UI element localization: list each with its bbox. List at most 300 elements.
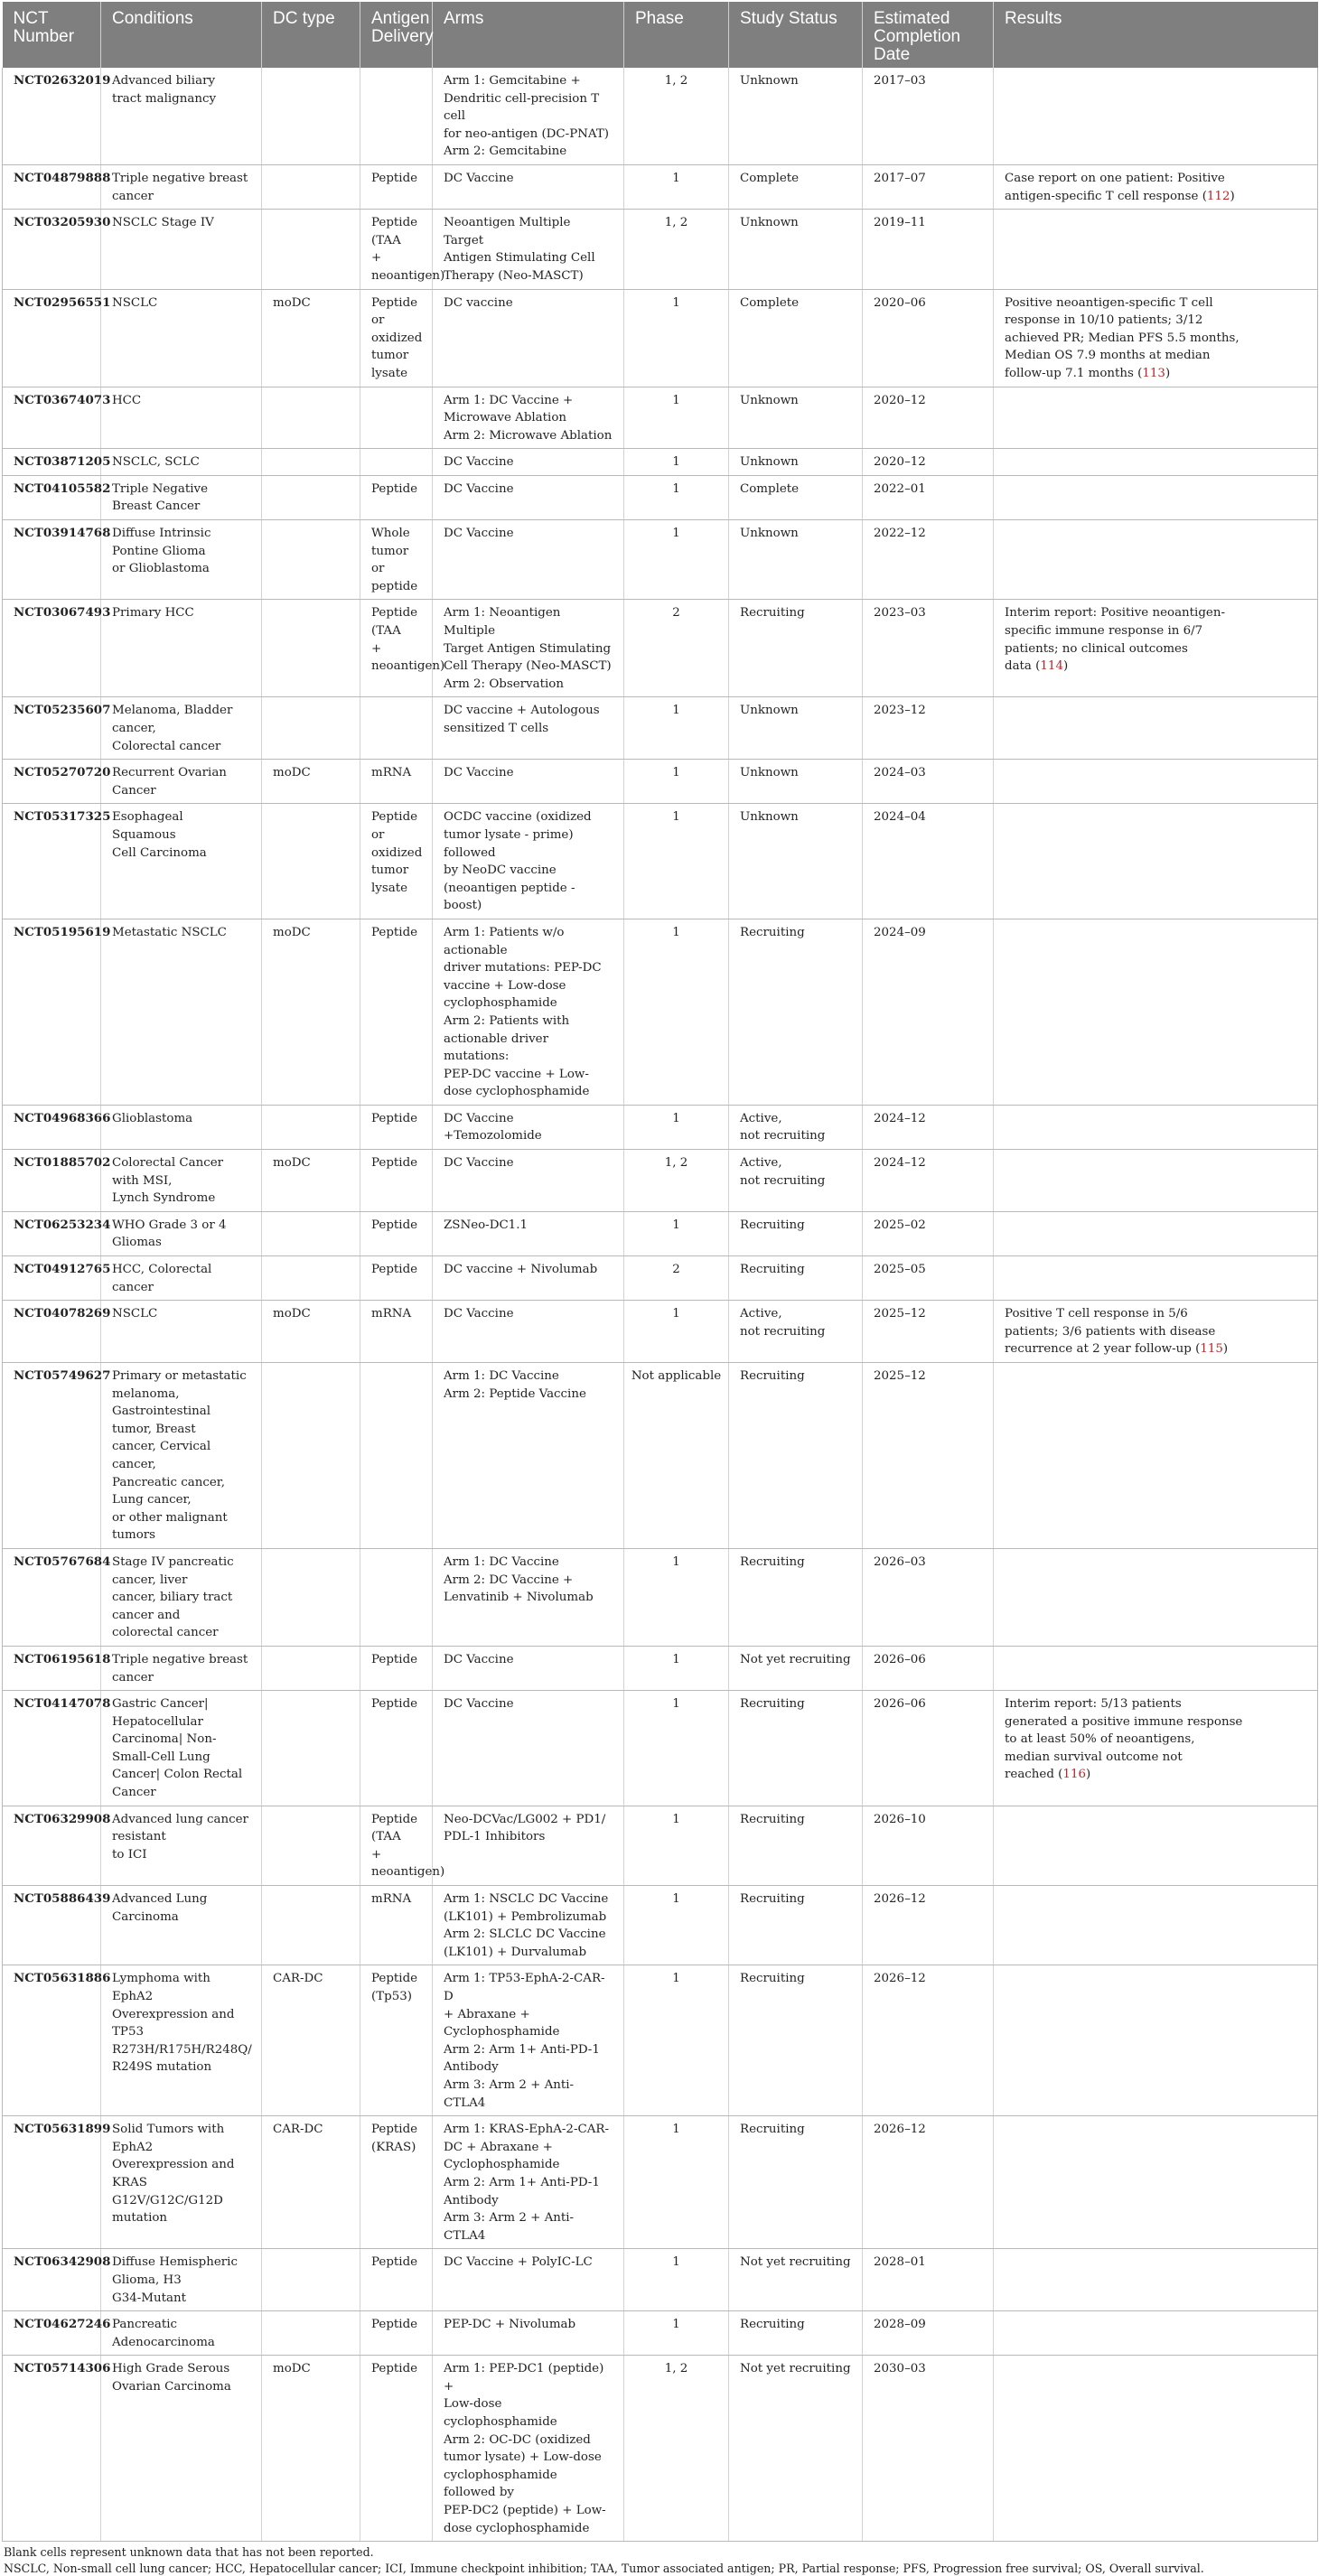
reference-link[interactable]: 112 [1206, 189, 1230, 203]
cell-conditions: WHO Grade 3 or 4 Gliomas [101, 1211, 262, 1255]
cell-nct-number: NCT06195618 [3, 1646, 101, 1690]
cell-study-status: Unknown [729, 449, 863, 476]
cell-arms: Arm 1: TP53-EphA-2-CAR-D + Abraxane + Cyclophosphamide Arm 2: Arm 1+ Anti-PD-1 Antibody Arm 3: Arm 2 + Anti-CTLA4 [433, 1965, 624, 2116]
cell-phase: 1 [624, 919, 729, 1105]
reference-link[interactable]: 115 [1200, 1342, 1223, 1357]
cell-completion-date: 2024–03 [863, 760, 994, 804]
cell-study-status: Recruiting [729, 1211, 863, 1255]
cell-phase: 1 [624, 449, 729, 476]
cell-study-status: Unknown [729, 697, 863, 760]
cell-study-status: Recruiting [729, 919, 863, 1105]
cell-arms: Arm 1: DC Vaccine Arm 2: Peptide Vaccine [433, 1363, 624, 1549]
cell-conditions: Stage IV pancreatic cancer, liver cancer, biliary tract cancer and colorectal cancer [101, 1548, 262, 1646]
cell-conditions: Lymphoma with EphA2 Overexpression and TP53 R273H/R175H/R248Q/ R249S mutation [101, 1965, 262, 2116]
cell-conditions: HCC [101, 387, 262, 449]
cell-phase: 1, 2 [624, 210, 729, 289]
header-results: Results [994, 2, 1318, 68]
cell-results [994, 2311, 1318, 2356]
cell-dc-type [262, 2311, 360, 2356]
reference-link[interactable]: 114 [1040, 659, 1063, 674]
cell-results [994, 760, 1318, 804]
cell-conditions: Triple negative breast cancer [101, 164, 262, 209]
cell-antigen-delivery [360, 1363, 433, 1549]
cell-results: Positive T cell response in 5/6 patients; 3/6 patients with disease recurrence at 2 year follow-up (115) [994, 1301, 1318, 1363]
cell-antigen-delivery: Peptide [360, 1150, 433, 1212]
cell-nct-number: NCT05631899 [3, 2116, 101, 2249]
cell-arms: Arm 1: Patients w/o actionable driver mutations: PEP-DC vaccine + Low-dose cyclophosphamide Arm 2: Patients with actionable driver mutations: PEP-DC vaccine + Low- dose cyclophosphamide [433, 919, 624, 1105]
cell-results [994, 210, 1318, 289]
cell-phase: 1 [624, 289, 729, 387]
cell-antigen-delivery: Peptide [360, 1256, 433, 1301]
cell-study-status: Complete [729, 475, 863, 519]
cell-phase: 2 [624, 600, 729, 697]
results-text: Positive neoantigen-specific T cell response in 10/10 patients; 3/12 achieved PR; Median PFS 5.5 months, Median OS 7.9 months at median follow-up 7.1 months ( [1005, 295, 1239, 380]
cell-arms: DC Vaccine [433, 760, 624, 804]
cell-antigen-delivery: Peptide [360, 164, 433, 209]
cell-study-status: Complete [729, 289, 863, 387]
cell-antigen-delivery: Peptide [360, 919, 433, 1105]
cell-antigen-delivery: Peptide or oxidized tumor lysate [360, 804, 433, 919]
cell-completion-date: 2026–06 [863, 1646, 994, 1690]
header-nct-number: NCT Number [3, 2, 101, 68]
cell-study-status: Recruiting [729, 1806, 863, 1885]
cell-dc-type: CAR-DC [262, 1965, 360, 2116]
cell-completion-date: 2025–02 [863, 1211, 994, 1255]
cell-study-status: Unknown [729, 68, 863, 164]
table-row [3, 760, 1318, 804]
header-study-status: Study Status [729, 2, 863, 68]
cell-nct-number: NCT05235607 [3, 697, 101, 760]
cell-results [994, 387, 1318, 449]
cell-dc-type [262, 520, 360, 600]
table-row [3, 387, 1318, 449]
cell-study-status: Complete [729, 164, 863, 209]
cell-antigen-delivery [360, 1548, 433, 1646]
cell-dc-type [262, 1548, 360, 1646]
cell-nct-number: NCT05270720 [3, 760, 101, 804]
cell-phase: 1 [624, 1105, 729, 1149]
cell-nct-number: NCT02632019 [3, 68, 101, 164]
cell-study-status: Recruiting [729, 1965, 863, 2116]
cell-conditions: Diffuse Hemispheric Glioma, H3 G34-Mutant [101, 2249, 262, 2311]
table-row [3, 289, 1318, 387]
cell-phase: 1 [624, 475, 729, 519]
cell-completion-date: 2026–12 [863, 1965, 994, 2116]
cell-phase: 1 [624, 1646, 729, 1690]
cell-study-status: Not yet recruiting [729, 2249, 863, 2311]
cell-antigen-delivery [360, 387, 433, 449]
cell-arms: DC vaccine + Nivolumab [433, 1256, 624, 1301]
cell-dc-type: moDC [262, 1301, 360, 1363]
cell-nct-number: NCT03871205 [3, 449, 101, 476]
table-footnotes [2, 2544, 1317, 2576]
cell-results [994, 1548, 1318, 1646]
cell-phase: 1 [624, 1886, 729, 1965]
cell-conditions: Primary or metastatic melanoma, Gastrointestinal tumor, Breast cancer, Cervical cancer, Pancreatic cancer, Lung cancer, or other malignant tumors [101, 1363, 262, 1549]
cell-nct-number: NCT04105582 [3, 475, 101, 519]
cell-study-status: Unknown [729, 520, 863, 600]
table-row [3, 1886, 1318, 1965]
cell-conditions: Primary HCC [101, 600, 262, 697]
cell-completion-date: 2023–12 [863, 697, 994, 760]
table-row [3, 164, 1318, 209]
cell-completion-date: 2028–01 [863, 2249, 994, 2311]
cell-antigen-delivery: Peptide [360, 2249, 433, 2311]
cell-nct-number: NCT05714306 [3, 2356, 101, 2542]
cell-study-status: Recruiting [729, 1886, 863, 1965]
cell-results: Interim report: Positive neoantigen- specific immune response in 6/7 patients; no clinical outcomes data (114) [994, 600, 1318, 697]
cell-dc-type [262, 1691, 360, 1806]
cell-results: Case report on one patient: Positive antigen-specific T cell response (112) [994, 164, 1318, 209]
cell-results [994, 1105, 1318, 1149]
cell-nct-number: NCT02956551 [3, 289, 101, 387]
cell-phase: 1 [624, 1691, 729, 1806]
cell-conditions: Esophageal Squamous Cell Carcinoma [101, 804, 262, 919]
cell-nct-number: NCT05317325 [3, 804, 101, 919]
cell-study-status: Recruiting [729, 1548, 863, 1646]
table-row [3, 1363, 1318, 1549]
results-text: Positive T cell response in 5/6 patients; 3/6 patients with disease recurrence at 2 year follow-up ( [1005, 1307, 1216, 1357]
cell-antigen-delivery: Peptide [360, 1691, 433, 1806]
cell-phase: 1, 2 [624, 2356, 729, 2542]
cell-phase: 1 [624, 760, 729, 804]
cell-conditions: Melanoma, Bladder cancer, Colorectal cancer [101, 697, 262, 760]
cell-conditions: Glioblastoma [101, 1105, 262, 1149]
cell-antigen-delivery: Peptide (KRAS) [360, 2116, 433, 2249]
table-row [3, 520, 1318, 600]
cell-completion-date: 2020–12 [863, 387, 994, 449]
table-header-row [3, 2, 1318, 68]
cell-dc-type [262, 1105, 360, 1149]
cell-nct-number: NCT03205930 [3, 210, 101, 289]
cell-results [994, 1806, 1318, 1885]
table-row [3, 697, 1318, 760]
cell-results: Positive neoantigen-specific T cell response in 10/10 patients; 3/12 achieved PR; Median PFS 5.5 months, Median OS 7.9 months at median follow-up 7.1 months (113) [994, 289, 1318, 387]
table-row [3, 2249, 1318, 2311]
cell-nct-number: NCT03674073 [3, 387, 101, 449]
cell-results [994, 1150, 1318, 1212]
cell-dc-type [262, 2249, 360, 2311]
cell-results [994, 1965, 1318, 2116]
cell-results [994, 919, 1318, 1105]
cell-antigen-delivery: Peptide [360, 1105, 433, 1149]
cell-antigen-delivery: Peptide [360, 1646, 433, 1690]
cell-results [994, 1886, 1318, 1965]
table-row [3, 449, 1318, 476]
cell-arms: DC vaccine + Autologous sensitized T cells [433, 697, 624, 760]
table-row [3, 1965, 1318, 2116]
cell-arms: Arm 1: DC Vaccine + Microwave Ablation Arm 2: Microwave Ablation [433, 387, 624, 449]
cell-dc-type [262, 600, 360, 697]
cell-nct-number: NCT04968366 [3, 1105, 101, 1149]
cell-conditions: HCC, Colorectal cancer [101, 1256, 262, 1301]
cell-dc-type [262, 1363, 360, 1549]
cell-dc-type [262, 475, 360, 519]
cell-nct-number: NCT03914768 [3, 520, 101, 600]
table-row [3, 475, 1318, 519]
cell-antigen-delivery: Peptide (TAA + neoantigen) [360, 210, 433, 289]
cell-conditions: Solid Tumors with EphA2 Overexpression and KRAS G12V/G12C/G12D mutation [101, 2116, 262, 2249]
cell-arms: DC Vaccine [433, 1150, 624, 1212]
cell-antigen-delivery: Peptide (TAA + neoantigen) [360, 600, 433, 697]
cell-nct-number: NCT05195619 [3, 919, 101, 1105]
cell-results [994, 68, 1318, 164]
cell-study-status: Recruiting [729, 1691, 863, 1806]
footnote-abbreviations: NSCLC, Non-small cell lung cancer; HCC, Hepatocellular cancer; ICI, Immune checkpoint inhibition; TAA, Tumor associated antigen; PR, Partial response; PFS, Progression free survival; OS, Overall survival. [4, 2561, 1204, 2575]
cell-phase: 1 [624, 520, 729, 600]
header-dc-type: DC type [262, 2, 360, 68]
cell-results [994, 804, 1318, 919]
cell-study-status: Recruiting [729, 1256, 863, 1301]
cell-arms: Arm 1: Gemcitabine + Dendritic cell-precision T cell for neo-antigen (DC-PNAT) Arm 2: Gemcitabine [433, 68, 624, 164]
cell-phase: 1 [624, 1211, 729, 1255]
header-arms: Arms [433, 2, 624, 68]
table-row [3, 210, 1318, 289]
reference-link[interactable]: 113 [1142, 366, 1165, 380]
cell-phase: 1 [624, 2311, 729, 2356]
cell-arms: Arm 1: Neoantigen Multiple Target Antigen Stimulating Cell Therapy (Neo-MASCT) Arm 2: Observation [433, 600, 624, 697]
cell-completion-date: 2026–06 [863, 1691, 994, 1806]
cell-results [994, 2356, 1318, 2542]
cell-arms: DC Vaccine [433, 475, 624, 519]
cell-completion-date: 2030–03 [863, 2356, 994, 2542]
cell-conditions: Advanced biliary tract malignancy [101, 68, 262, 164]
cell-dc-type [262, 1211, 360, 1255]
cell-nct-number: NCT05886439 [3, 1886, 101, 1965]
cell-conditions: Colorectal Cancer with MSI, Lynch Syndrome [101, 1150, 262, 1212]
cell-completion-date: 2024–12 [863, 1105, 994, 1149]
table-body [3, 68, 1318, 2542]
cell-phase: 1 [624, 1806, 729, 1885]
cell-antigen-delivery: Whole tumor or peptide [360, 520, 433, 600]
cell-completion-date: 2026–03 [863, 1548, 994, 1646]
cell-antigen-delivery: Peptide [360, 475, 433, 519]
cell-study-status: Recruiting [729, 600, 863, 697]
cell-arms: DC Vaccine [433, 1646, 624, 1690]
cell-results [994, 475, 1318, 519]
cell-study-status: Unknown [729, 760, 863, 804]
cell-conditions: Triple Negative Breast Cancer [101, 475, 262, 519]
cell-completion-date: 2024–04 [863, 804, 994, 919]
cell-arms: Neoantigen Multiple Target Antigen Stimulating Cell Therapy (Neo-MASCT) [433, 210, 624, 289]
table-row [3, 1211, 1318, 1255]
cell-nct-number: NCT03067493 [3, 600, 101, 697]
cell-study-status: Unknown [729, 210, 863, 289]
cell-phase: 1 [624, 164, 729, 209]
cell-dc-type [262, 1886, 360, 1965]
cell-completion-date: 2025–12 [863, 1363, 994, 1549]
cell-arms: DC Vaccine [433, 164, 624, 209]
cell-arms: Arm 1: PEP-DC1 (peptide) + Low-dose cyclophosphamide Arm 2: OC-DC (oxidized tumor lysate) + Low-dose cyclophosphamide followed by PEP-DC2 (peptide) + Low- dose cyclophosphamide [433, 2356, 624, 2542]
cell-phase: 1 [624, 804, 729, 919]
cell-dc-type [262, 804, 360, 919]
cell-antigen-delivery: Peptide [360, 2356, 433, 2542]
cell-completion-date: 2019–11 [863, 210, 994, 289]
cell-nct-number: NCT04627246 [3, 2311, 101, 2356]
cell-results [994, 1211, 1318, 1255]
cell-arms: Arm 1: NSCLC DC Vaccine (LK101) + Pembrolizumab Arm 2: SLCLC DC Vaccine (LK101) + Durvalumab [433, 1886, 624, 1965]
cell-completion-date: 2026–12 [863, 2116, 994, 2249]
cell-nct-number: NCT05749627 [3, 1363, 101, 1549]
table-row [3, 68, 1318, 164]
table-row [3, 2116, 1318, 2249]
cell-completion-date: 2020–12 [863, 449, 994, 476]
cell-arms: DC Vaccine [433, 1301, 624, 1363]
cell-conditions: Pancreatic Adenocarcinoma [101, 2311, 262, 2356]
cell-dc-type [262, 449, 360, 476]
cell-phase: Not applicable [624, 1363, 729, 1549]
cell-dc-type [262, 164, 360, 209]
cell-antigen-delivery: mRNA [360, 1886, 433, 1965]
cell-conditions: High Grade Serous Ovarian Carcinoma [101, 2356, 262, 2542]
cell-dc-type [262, 210, 360, 289]
cell-nct-number: NCT04147078 [3, 1691, 101, 1806]
cell-results [994, 1646, 1318, 1690]
cell-arms: DC Vaccine + PolyIC-LC [433, 2249, 624, 2311]
cell-completion-date: 2022–01 [863, 475, 994, 519]
cell-antigen-delivery: Peptide [360, 2311, 433, 2356]
cell-study-status: Not yet recruiting [729, 1646, 863, 1690]
cell-dc-type [262, 697, 360, 760]
cell-antigen-delivery [360, 449, 433, 476]
header-antigen-delivery: Antigen Delivery [360, 2, 433, 68]
cell-nct-number: NCT04912765 [3, 1256, 101, 1301]
cell-dc-type [262, 1256, 360, 1301]
header-completion-date: Estimated Completion Date [863, 2, 994, 68]
cell-nct-number: NCT04879888 [3, 164, 101, 209]
cell-phase: 1 [624, 2116, 729, 2249]
cell-phase: 1 [624, 387, 729, 449]
results-text: Interim report: 5/13 patients generated a positive immune response to at least 50% of neoantigens, median survival outcome not reached ( [1005, 1697, 1243, 1782]
cell-completion-date: 2017–07 [863, 164, 994, 209]
cell-dc-type: moDC [262, 2356, 360, 2542]
cell-phase: 1, 2 [624, 68, 729, 164]
cell-completion-date: 2022–12 [863, 520, 994, 600]
cell-study-status: Active, not recruiting [729, 1105, 863, 1149]
table-row [3, 1105, 1318, 1149]
cell-antigen-delivery: Peptide (TAA + neoantigen) [360, 1806, 433, 1885]
cell-nct-number: NCT05767684 [3, 1548, 101, 1646]
cell-nct-number: NCT06342908 [3, 2249, 101, 2311]
cell-completion-date: 2017–03 [863, 68, 994, 164]
cell-completion-date: 2025–05 [863, 1256, 994, 1301]
cell-arms: DC Vaccine [433, 449, 624, 476]
table-row [3, 2356, 1318, 2542]
cell-arms: Arm 1: DC Vaccine Arm 2: DC Vaccine + Lenvatinib + Nivolumab [433, 1548, 624, 1646]
cell-arms: PEP-DC + Nivolumab [433, 2311, 624, 2356]
cell-completion-date: 2028–09 [863, 2311, 994, 2356]
cell-results: Interim report: 5/13 patients generated a positive immune response to at least 50% of neoantigens, median survival outcome not reached (116) [994, 1691, 1318, 1806]
cell-phase: 2 [624, 1256, 729, 1301]
cell-completion-date: 2024–12 [863, 1150, 994, 1212]
cell-antigen-delivery: Peptide [360, 1211, 433, 1255]
cell-conditions: Triple negative breast cancer [101, 1646, 262, 1690]
cell-phase: 1 [624, 1548, 729, 1646]
table-row [3, 1256, 1318, 1301]
cell-antigen-delivery [360, 68, 433, 164]
cell-nct-number: NCT04078269 [3, 1301, 101, 1363]
cell-conditions: Gastric Cancer| Hepatocellular Carcinoma| Non-Small-Cell Lung Cancer| Colon Rectal Cancer [101, 1691, 262, 1806]
cell-arms: DC Vaccine [433, 520, 624, 600]
cell-dc-type: moDC [262, 919, 360, 1105]
footnote-blank-cells: Blank cells represent unknown data that has not been reported. [4, 2545, 374, 2560]
reference-link[interactable]: 116 [1062, 1768, 1086, 1782]
cell-nct-number: NCT01885702 [3, 1150, 101, 1212]
cell-study-status: Recruiting [729, 2116, 863, 2249]
cell-study-status: Unknown [729, 804, 863, 919]
cell-dc-type [262, 68, 360, 164]
table-row [3, 1150, 1318, 1212]
cell-arms: DC vaccine [433, 289, 624, 387]
cell-study-status: Recruiting [729, 2311, 863, 2356]
cell-arms: Neo-DCVac/LG002 + PD1/ PDL-1 Inhibitors [433, 1806, 624, 1885]
cell-conditions: NSCLC Stage IV [101, 210, 262, 289]
cell-nct-number: NCT05631886 [3, 1965, 101, 2116]
cell-nct-number: NCT06329908 [3, 1806, 101, 1885]
cell-phase: 1 [624, 2249, 729, 2311]
cell-dc-type: moDC [262, 289, 360, 387]
cell-phase: 1 [624, 1965, 729, 2116]
results-text: Interim report: Positive neoantigen- specific immune response in 6/7 patients; no clinical outcomes data ( [1005, 606, 1225, 674]
cell-antigen-delivery [360, 697, 433, 760]
cell-conditions: Advanced lung cancer resistant to ICI [101, 1806, 262, 1885]
cell-results [994, 2249, 1318, 2311]
cell-arms: DC Vaccine [433, 1691, 624, 1806]
cell-results [994, 449, 1318, 476]
cell-completion-date: 2024–09 [863, 919, 994, 1105]
cell-arms: Arm 1: KRAS-EphA-2-CAR- DC + Abraxane + Cyclophosphamide Arm 2: Arm 1+ Anti-PD-1 Antibody Arm 3: Arm 2 + Anti-CTLA4 [433, 2116, 624, 2249]
trials-table [2, 2, 1318, 2542]
table-row [3, 1301, 1318, 1363]
table-row [3, 1646, 1318, 1690]
cell-arms: DC Vaccine +Temozolomide [433, 1105, 624, 1149]
cell-study-status: Unknown [729, 387, 863, 449]
cell-arms: OCDC vaccine (oxidized tumor lysate - prime) followed by NeoDC vaccine (neoantigen peptide - boost) [433, 804, 624, 919]
table-row [3, 2311, 1318, 2356]
header-phase: Phase [624, 2, 729, 68]
cell-phase: 1 [624, 697, 729, 760]
cell-conditions: Diffuse Intrinsic Pontine Glioma or Glioblastoma [101, 520, 262, 600]
cell-completion-date: 2026–10 [863, 1806, 994, 1885]
cell-study-status: Recruiting [729, 1363, 863, 1549]
cell-study-status: Not yet recruiting [729, 2356, 863, 2542]
cell-dc-type [262, 1646, 360, 1690]
cell-results [994, 520, 1318, 600]
cell-results [994, 2116, 1318, 2249]
cell-nct-number: NCT06253234 [3, 1211, 101, 1255]
table-row [3, 1691, 1318, 1806]
header-conditions: Conditions [101, 2, 262, 68]
cell-phase: 1, 2 [624, 1150, 729, 1212]
table-row [3, 600, 1318, 697]
cell-results [994, 1363, 1318, 1549]
table-row [3, 1806, 1318, 1885]
clinical-trials-table-page [2, 2, 1317, 2576]
cell-dc-type: CAR-DC [262, 2116, 360, 2249]
cell-antigen-delivery: mRNA [360, 760, 433, 804]
cell-study-status: Active, not recruiting [729, 1150, 863, 1212]
table-row [3, 804, 1318, 919]
cell-completion-date: 2020–06 [863, 289, 994, 387]
cell-completion-date: 2023–03 [863, 600, 994, 697]
table-row [3, 919, 1318, 1105]
cell-conditions: NSCLC [101, 1301, 262, 1363]
cell-conditions: Metastatic NSCLC [101, 919, 262, 1105]
cell-completion-date: 2025–12 [863, 1301, 994, 1363]
cell-antigen-delivery: Peptide or oxidized tumor lysate [360, 289, 433, 387]
cell-dc-type [262, 387, 360, 449]
cell-conditions: Advanced Lung Carcinoma [101, 1886, 262, 1965]
